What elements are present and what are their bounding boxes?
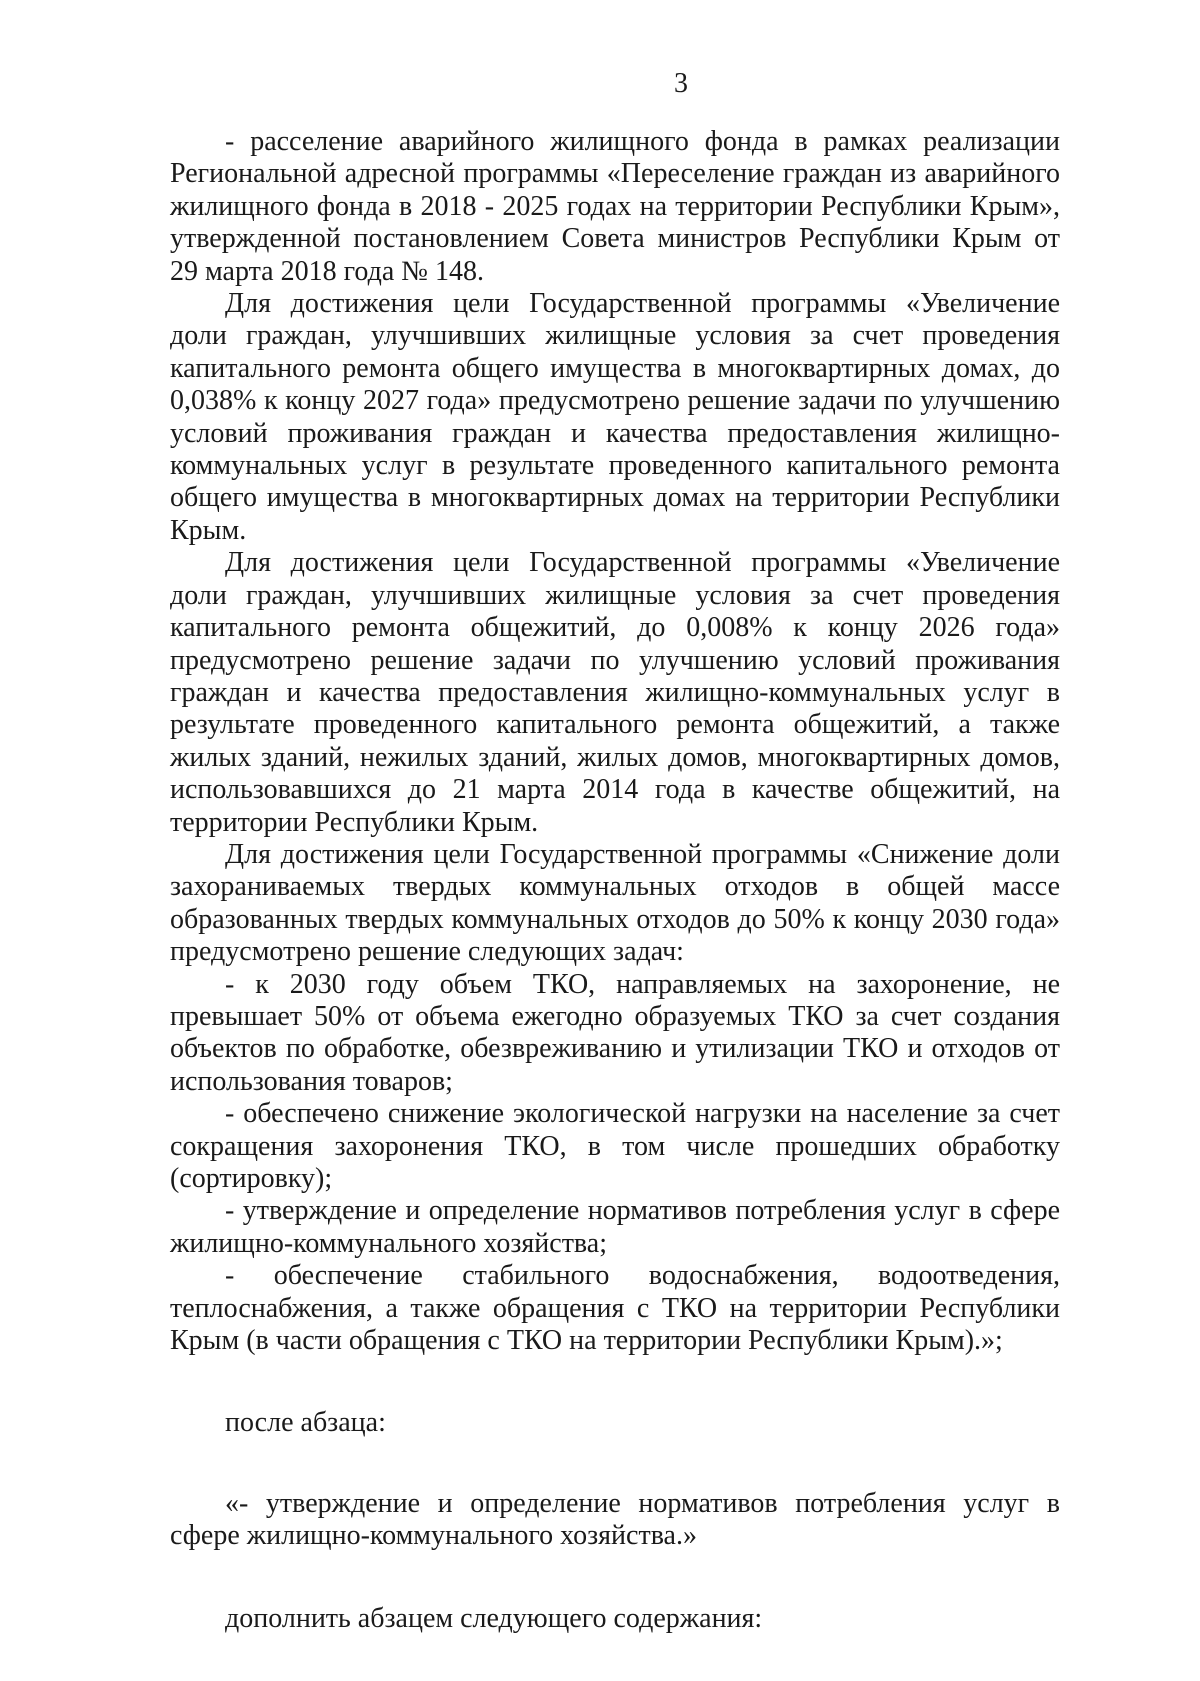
list-item-water-heat-supply: - обеспечение стабильного водоснабжения, водоотведения, теплоснабжения, а также обращения с ТКО на территории Республики Крым (в части обращения с ТКО на территории Республики Крым).»; — [170, 1260, 1060, 1357]
paragraph-resettlement: - расселение аварийного жилищного фонда в рамках реализации Региональной адресной программы «Переселение граждан из аварийного жилищного фонда в 2018 - 2025 годах на территории Республики Крым», утвержденной постановлением Совета министров Республики Крым от 29 марта 2018 года № 148. — [170, 126, 1060, 287]
after-paragraph-label: после абзаца: — [225, 1407, 386, 1439]
document-body — [170, 126, 1060, 1635]
list-item-ecological-load: - обеспечено снижение экологической нагрузки на население за счет сокращения захоронения ТКО, в том числе прошедших обработку (сортировку); — [170, 1098, 1060, 1194]
page-number: 3 — [674, 68, 688, 99]
paragraph-capital-repair-dormitories: Для достижения цели Государственной программы «Увеличение доли граждан, улучшивших жилищные условия за счет проведения капитального ремонта общежитий, до 0,008% к концу 2026 года» предусмотрено решение задачи по улучшению условий проживания граждан и качества предоставления жилищно-коммунальных услуг в результате проведенного капитального ремонта общежитий, а также жилых зданий, нежилых зданий, жилых домов, многоквартирных домов, использовавшихся до 21 марта 2014 года в качестве общежитий, на территории Республики Крым. — [170, 547, 1060, 838]
paragraph-capital-repair-apartments: Для достижения цели Государственной программы «Увеличение доли граждан, улучшивших жилищные условия за счет проведения капитального ремонта общего имущества в многоквартирных домах, до 0,038% к концу 2027 года» предусмотрено решение задачи по улучшению условий проживания граждан и качества предоставления жилищно-коммунальных услуг в результате проведенного капитального ремонта общего имущества в многоквартирных домах на территории Республики Крым. — [170, 288, 1060, 546]
supplement-label: дополнить абзацем следующего содержания: — [225, 1602, 763, 1634]
paragraph-waste-reduction-goal: Для достижения цели Государственной программы «Снижение доли захораниваемых твердых коммунальных отходов в общей массе образованных твердых коммунальных отходов до 50% к концу 2030 года» предусмотрено решение следующих задач: — [170, 838, 1060, 968]
list-item-consumption-norms: - утверждение и определение нормативов потребления услуг в сфере жилищно-коммунального хозяйства; — [170, 1195, 1060, 1259]
quoted-paragraph: «- утверждение и определение нормативов потребления услуг в сфере жилищно-коммунального хозяйства.» — [170, 1487, 1060, 1552]
list-item-waste-disposal: - к 2030 году объем ТКО, направляемых на захоронение, не превышает 50% от объема ежегодно образуемых ТКО за счет создания объектов по обработке, обезвреживанию и утилизации ТКО и отходов от использования товаров; — [170, 968, 1060, 1097]
